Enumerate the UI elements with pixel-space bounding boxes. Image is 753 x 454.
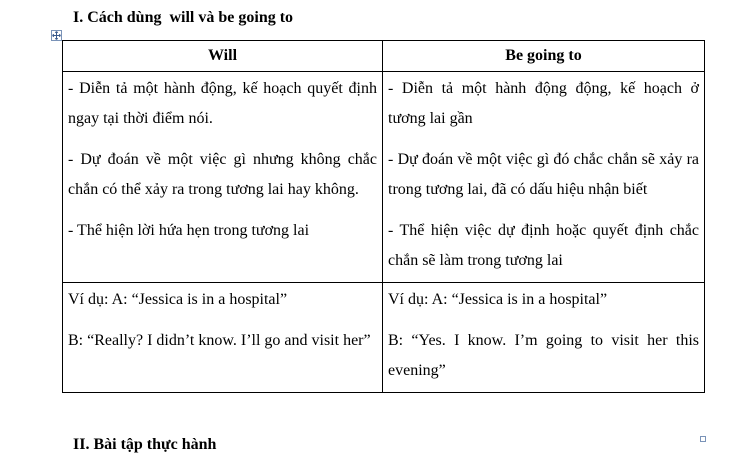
- table-header-row: [63, 41, 705, 72]
- table-move-handle-icon[interactable]: [51, 30, 62, 41]
- table-row-example: [63, 283, 705, 393]
- going-to-usage-1: - Diễn tả một hành động động, kế hoạch ở tương lai gần: [388, 80, 699, 127]
- cell-going-to-example: [383, 283, 705, 393]
- will-example-2: B: “Really? I didn’t know. I’ll go and visit her”: [68, 332, 371, 349]
- cell-will-example: [63, 283, 383, 393]
- going-to-example-1: Ví dụ: A: “Jessica is in a hospital”: [388, 291, 608, 308]
- will-usage-2: - Dự đoán về một việc gì nhưng không chắc chắn có thể xảy ra trong tương lai hay không.: [68, 151, 377, 198]
- header-be-going-to: Be going to: [383, 41, 705, 72]
- header-will: Will: [63, 41, 383, 72]
- comparison-table: [62, 40, 705, 393]
- going-to-usage-2: - Dự đoán về một việc gì đó chắc chắn sẽ xảy ra trong tương lai, đã có dấu hiệu nhận biết: [388, 151, 699, 198]
- next-section-heading: II. Bài tập thực hành: [73, 436, 217, 453]
- going-to-usage-3: - Thể hiện việc dự định hoặc quyết định chắc chắn sẽ làm trong tương lai: [388, 222, 699, 269]
- will-usage-3: - Thể hiện lời hứa hẹn trong tương lai: [68, 222, 310, 239]
- table-row-usage: [63, 72, 705, 283]
- will-example-1: Ví dụ: A: “Jessica is in a hospital”: [68, 291, 288, 308]
- cell-will-usage: [63, 72, 383, 283]
- move-icon: [52, 31, 61, 40]
- section-heading: I. Cách dùng will và be going to: [73, 9, 294, 26]
- table-resize-handle-icon[interactable]: [700, 436, 706, 442]
- cell-going-to-usage: [383, 72, 705, 283]
- going-to-example-2: B: “Yes. I know. I’m going to visit her this evening”: [388, 332, 699, 379]
- will-usage-1: - Diễn tả một hành động, kế hoạch quyết định ngay tại thời điểm nói.: [68, 80, 377, 127]
